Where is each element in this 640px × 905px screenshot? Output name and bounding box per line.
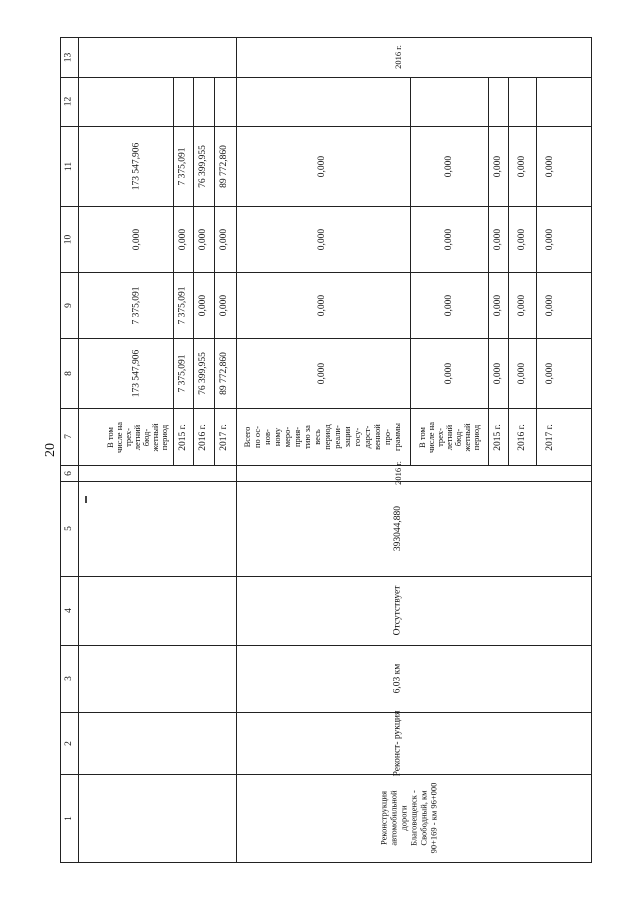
grid-line	[173, 77, 174, 465]
block-b-year: 2016 г.	[516, 423, 527, 451]
block-a-value: 0,000	[197, 294, 208, 316]
block-a-label: В том числе на трех- летний бюд- жетный период	[104, 421, 169, 453]
project-type: Реконст- рукция	[392, 710, 403, 776]
block-a-value: 0,000	[218, 228, 229, 250]
column-header-12: 12	[63, 96, 74, 107]
block-a-value: 89 772,860	[218, 351, 229, 395]
block-a-value: 0,000	[218, 294, 229, 316]
block-b-value: 0,000	[492, 362, 503, 384]
grid-line	[410, 77, 411, 465]
grid-line	[60, 408, 592, 409]
page-number: 20	[43, 443, 58, 457]
column-header-4: 4	[63, 608, 74, 613]
project-year: 2016 г.	[392, 461, 403, 485]
grid-line	[60, 774, 592, 775]
block-b-total-value: 0,000	[316, 155, 327, 177]
project-name: Реконструкция автомобильной дороги Благовещенск - Свободный, км 90+169 - км 96+000	[377, 782, 438, 854]
block-b-sub-label: В том числе на трех- летний бюд- жетный период	[416, 421, 481, 453]
block-a-year: 2015 г.	[177, 423, 188, 451]
block-b-value: 0,000	[544, 228, 555, 250]
block-a-total-11: 173 547,906	[131, 142, 142, 190]
block-b-value: 0,000	[544, 294, 555, 316]
column-header-9: 9	[63, 302, 74, 308]
column-header-7: 7	[63, 434, 74, 439]
block-a-total-8: 173 547,906	[131, 349, 142, 397]
block-b-sub-value: 0,000	[443, 362, 454, 384]
grid-line	[60, 862, 592, 863]
block-b-value: 0,000	[544, 362, 555, 384]
column-header-2: 2	[63, 740, 74, 746]
grid-line	[60, 712, 592, 713]
block-a-total-9: 7 375,091	[131, 286, 142, 324]
block-b-sub-value: 0,000	[443, 294, 454, 316]
grid-line	[60, 37, 592, 38]
project-length: 6,03 км	[392, 663, 403, 693]
column-header-10: 10	[63, 234, 74, 244]
block-b-value: 0,000	[492, 155, 503, 177]
column-header-8: 8	[63, 370, 74, 376]
grid-line	[60, 37, 61, 863]
block-a-year: 2017 г.	[218, 423, 229, 451]
column-header-1: 1	[63, 816, 74, 821]
grid-line	[60, 206, 592, 207]
grid-line	[60, 465, 592, 466]
grid-line	[591, 37, 592, 863]
grid-line	[60, 645, 592, 646]
block-a-year: 2016 г.	[197, 423, 208, 451]
block-b-total-value: 0,000	[316, 362, 327, 384]
block-a-value: 0,000	[177, 228, 188, 250]
grid-line	[193, 77, 194, 465]
grid-line	[60, 272, 592, 273]
grid-line	[488, 77, 489, 465]
block-b-value: 0,000	[516, 228, 527, 250]
block-a-value: 7 375,091	[177, 354, 188, 392]
block-a-value: 7 375,091	[177, 147, 188, 185]
column-header-11: 11	[63, 161, 74, 171]
grid-line	[508, 77, 509, 465]
block-b-value: 0,000	[492, 294, 503, 316]
block-b-sub-value: 0,000	[443, 155, 454, 177]
block-b-value: 0,000	[516, 362, 527, 384]
block-a-value: 7 375,091	[177, 286, 188, 324]
column-header-5: 5	[63, 526, 74, 531]
block-b-year: 2017 г.	[544, 423, 555, 451]
column-header-6: 6	[63, 470, 74, 476]
block-b-value: 0,000	[492, 228, 503, 250]
column-header-13: 13	[63, 52, 74, 62]
block-b-total-label: Всего по ос- нов- ному меро- прия- тию за весь период реали- зации госу- дарст- венной про- граммы	[241, 423, 402, 451]
block-a-value: 89 772,860	[218, 144, 229, 188]
grid-line	[60, 126, 592, 127]
project-status: Отсутствует	[392, 585, 403, 635]
block-a-value: 0,000	[197, 228, 208, 250]
budget-table	[60, 37, 592, 863]
block-b-sub-value: 0,000	[443, 228, 454, 250]
block-b-value: 0,000	[516, 155, 527, 177]
block-a-total-10: 0,000	[131, 228, 142, 250]
grid-line	[536, 77, 537, 465]
grid-line	[236, 37, 237, 863]
block-a-value: 76 399,955	[197, 351, 208, 395]
project-end-year: 2016 г.	[392, 45, 403, 69]
column-header-3: 3	[63, 676, 74, 681]
grid-line	[60, 77, 592, 78]
block-b-value: 0,000	[544, 155, 555, 177]
block-b-total-value: 0,000	[316, 294, 327, 316]
block-b-value: 0,000	[516, 294, 527, 316]
grid-line	[60, 338, 592, 339]
grid-line	[60, 576, 592, 577]
grid-line	[78, 37, 79, 863]
block-a-value: 76 399,955	[197, 144, 208, 188]
grid-line	[214, 77, 215, 465]
block-b-total-value: 0,000	[316, 228, 327, 250]
grid-line	[60, 481, 592, 482]
project-cost: 393044,880	[392, 505, 403, 551]
block-b-year: 2015 г.	[492, 423, 503, 451]
